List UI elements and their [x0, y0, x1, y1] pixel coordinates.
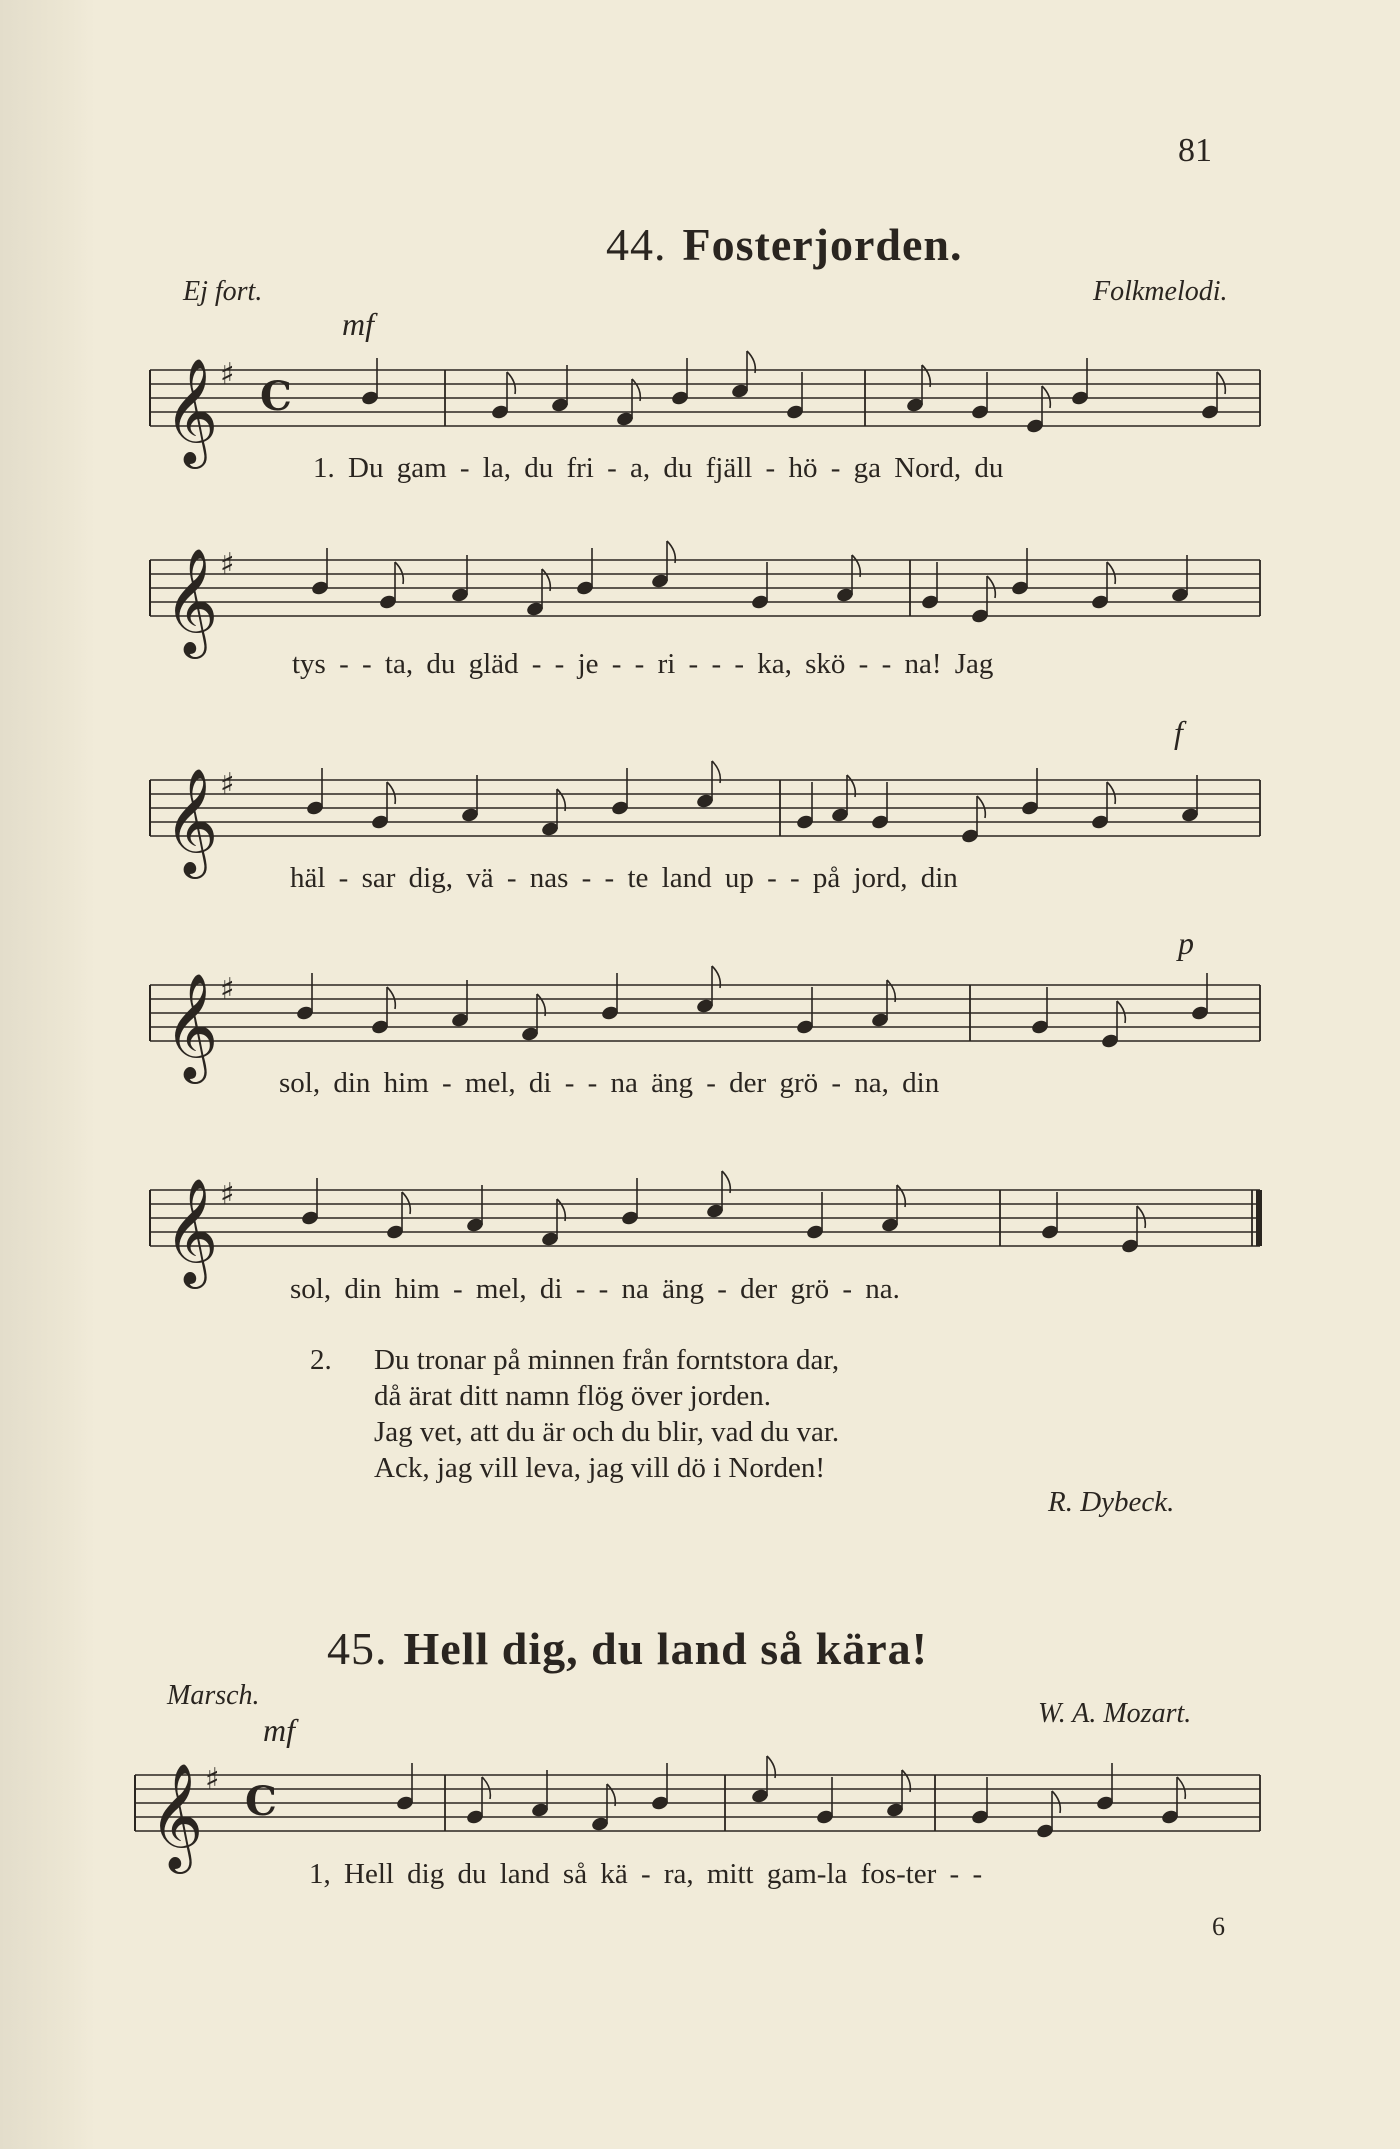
- note-flag: [387, 987, 395, 1009]
- song-45-lyrics-line-1: 1, Hell dig du land så kä - ra, mitt gam-la fos-ter - -: [309, 1858, 983, 1890]
- page-binding-edge: [0, 0, 95, 2149]
- treble-clef-icon: 𝄞: [164, 357, 219, 464]
- song-45-number: 45.: [327, 1623, 388, 1674]
- note-flag: [1052, 1791, 1060, 1813]
- note-flag: [1042, 386, 1050, 408]
- song-44-lyrics-line-2: tys - - ta, du gläd - - je - - ri - - - ka, skö - - na! Jag: [292, 648, 994, 680]
- note-flag: [1107, 782, 1115, 804]
- note-flag: [1107, 562, 1115, 584]
- sharp-key-signature-icon: ♯: [220, 972, 235, 1007]
- treble-clef-icon: 𝄞: [149, 1762, 204, 1869]
- note-flag: [1137, 1206, 1145, 1228]
- sharp-key-signature-icon: ♯: [220, 767, 235, 802]
- music-staff-4: [140, 945, 1280, 1085]
- note-flag: [1177, 1777, 1185, 1799]
- music-staff-5: [140, 1150, 1280, 1290]
- music-staff-2: [140, 520, 1280, 660]
- treble-clef-icon: 𝄞: [164, 767, 219, 874]
- sharp-key-signature-icon: ♯: [220, 547, 235, 582]
- verse-lines: [374, 1342, 839, 1486]
- note-flag: [402, 1192, 410, 1214]
- song-45-tempo: Marsch.: [167, 1680, 260, 1711]
- common-time-icon: C: [245, 1778, 277, 1825]
- song-44-dynamic-mf: mf: [342, 306, 374, 342]
- song-44-dynamic-p: p: [1178, 925, 1194, 961]
- verse-line: Du tronar på minnen från forntstora dar,: [374, 1344, 840, 1376]
- sharp-key-signature-icon: ♯: [220, 357, 235, 392]
- song-45-dynamic-mf: mf: [263, 1712, 295, 1748]
- note-flag: [987, 576, 995, 598]
- song-44-lyrics-line-5: sol, din him - mel, di - - na äng - der grö - na.: [290, 1273, 900, 1305]
- song-44-author: R. Dybeck.: [1048, 1486, 1175, 1518]
- song-44-lyrics-line-4: sol, din him - mel, di - - na äng - der grö - na, din: [279, 1067, 940, 1099]
- song-45-source: W. A. Mozart.: [1038, 1698, 1192, 1729]
- final-bar-thick: [1256, 1190, 1262, 1246]
- song-44-source: Folkmelodi.: [1093, 276, 1228, 307]
- note-flag: [387, 782, 395, 804]
- music-staff-3: [140, 740, 1280, 880]
- song-45-title: [327, 1622, 928, 1675]
- music-staff-1: [140, 330, 1280, 470]
- song-44-title-text: Fosterjorden.: [682, 219, 963, 270]
- song-44-lyrics-line-3: häl - sar dig, vä - nas - - te land up - - på jord, din: [290, 862, 958, 894]
- sharp-key-signature-icon: ♯: [205, 1762, 220, 1797]
- sheet-signature-number: 6: [1212, 1912, 1225, 1941]
- song-44-tempo: Ej fort.: [183, 276, 263, 307]
- song-44-dynamic-f: f: [1174, 714, 1183, 750]
- note-flag: [977, 796, 985, 818]
- verse-number: 2.: [310, 1344, 332, 1376]
- sharp-key-signature-icon: ♯: [220, 1177, 235, 1212]
- song-44-number: 44.: [606, 219, 667, 270]
- treble-clef-icon: 𝄞: [164, 972, 219, 1079]
- song-45-title-text: Hell dig, du land så kära!: [403, 1623, 928, 1674]
- note-flag: [507, 372, 515, 394]
- verse-line: Ack, jag vill leva, jag vill dö i Norden!: [374, 1452, 826, 1484]
- verse-line: Jag vet, att du är och du blir, vad du var.: [374, 1416, 840, 1448]
- page-number: 81: [1178, 132, 1212, 169]
- common-time-icon: C: [260, 373, 292, 420]
- music-staff-6: [125, 1735, 1280, 1875]
- song-44-lyrics-line-1: 1. Du gam - la, du fri - a, du fjäll - hö - ga Nord, du: [313, 452, 1004, 484]
- note-flag: [482, 1777, 490, 1799]
- note-flag: [1117, 1001, 1125, 1023]
- note-flag: [1217, 372, 1225, 394]
- song-44-title: [606, 218, 962, 271]
- verse-line: då ärat ditt namn flög över jorden.: [374, 1380, 772, 1412]
- treble-clef-icon: 𝄞: [164, 547, 219, 654]
- treble-clef-icon: 𝄞: [164, 1177, 219, 1284]
- note-flag: [395, 562, 403, 584]
